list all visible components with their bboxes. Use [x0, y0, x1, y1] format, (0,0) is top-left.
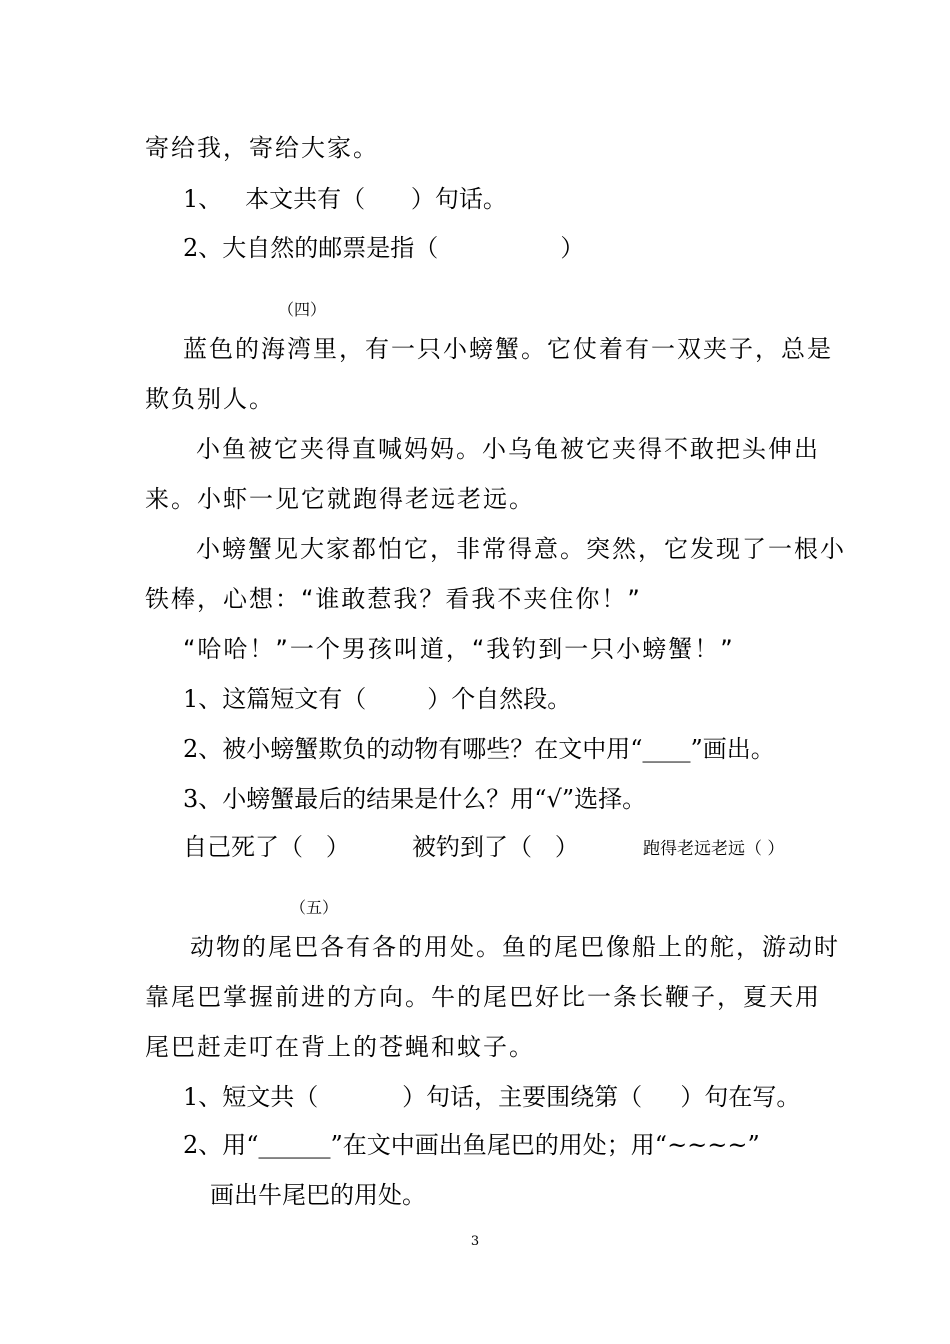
passage-4-line-2: 欺负别人。: [145, 385, 275, 413]
question-5-1: 1、短文共（ ）句话，主要围绕第（ ）句在写。: [183, 1083, 801, 1111]
question-3-2: 2、大自然的邮票是指（ ）: [183, 234, 585, 262]
passage-4-line-7: “哈哈！”一个男孩叫道，“我钓到一只小螃蟹！”: [183, 635, 735, 663]
passage-5-line-3: 尾巴赶走叮在背上的苍蝇和蚊子。: [145, 1033, 535, 1061]
page-number: 3: [470, 1234, 480, 1249]
passage-4-line-3: 小鱼被它夹得直喊妈妈。小乌龟被它夹得不敢把头伸出: [196, 435, 820, 463]
passage-5-line-1: 动物的尾巴各有各的用处。鱼的尾巴像船上的舵，游动时: [190, 933, 840, 961]
question-4-3: 3、小螃蟹最后的结果是什么？用“√”选择。: [183, 785, 647, 813]
question-5-2-continued: 画出牛尾巴的用处。: [210, 1181, 426, 1209]
question-4-1: 1、这篇短文有（ ）个自然段。: [183, 685, 572, 713]
passage-3-tail: 寄给我，寄给大家。: [145, 134, 379, 162]
passage-4-line-1: 蓝色的海湾里，有一只小螃蟹。它仗着有一双夹子，总是: [183, 335, 833, 363]
question-4-2: 2、被小螃蟹欺负的动物有哪些？在文中用“____”画出。: [183, 735, 775, 763]
passage-4-line-6: 铁棒，心想：“谁敢惹我？看我不夹住你！”: [145, 585, 642, 613]
passage-4-line-4: 来。小虾一见它就跑得老远老远。: [145, 485, 535, 513]
option-ran-away: 跑得老远老远（ ）: [643, 839, 785, 859]
passage-5-line-2: 靠尾巴掌握前进的方向。牛的尾巴好比一条长鞭子，夏天用: [145, 983, 821, 1011]
passage-4-line-5: 小螃蟹见大家都怕它，非常得意。突然，它发现了一根小: [196, 535, 846, 563]
question-5-2: 2、用“______”在文中画出鱼尾巴的用处；用“~~~~”: [183, 1131, 760, 1159]
section-heading-5: （五）: [290, 898, 339, 917]
section-heading-4: （四）: [278, 300, 327, 319]
question-3-1: 1、 本文共有（ ）句话。: [183, 185, 507, 213]
option-died: 自己死了（ ）: [183, 833, 350, 861]
option-caught: 被钓到了（ ）: [412, 833, 579, 861]
